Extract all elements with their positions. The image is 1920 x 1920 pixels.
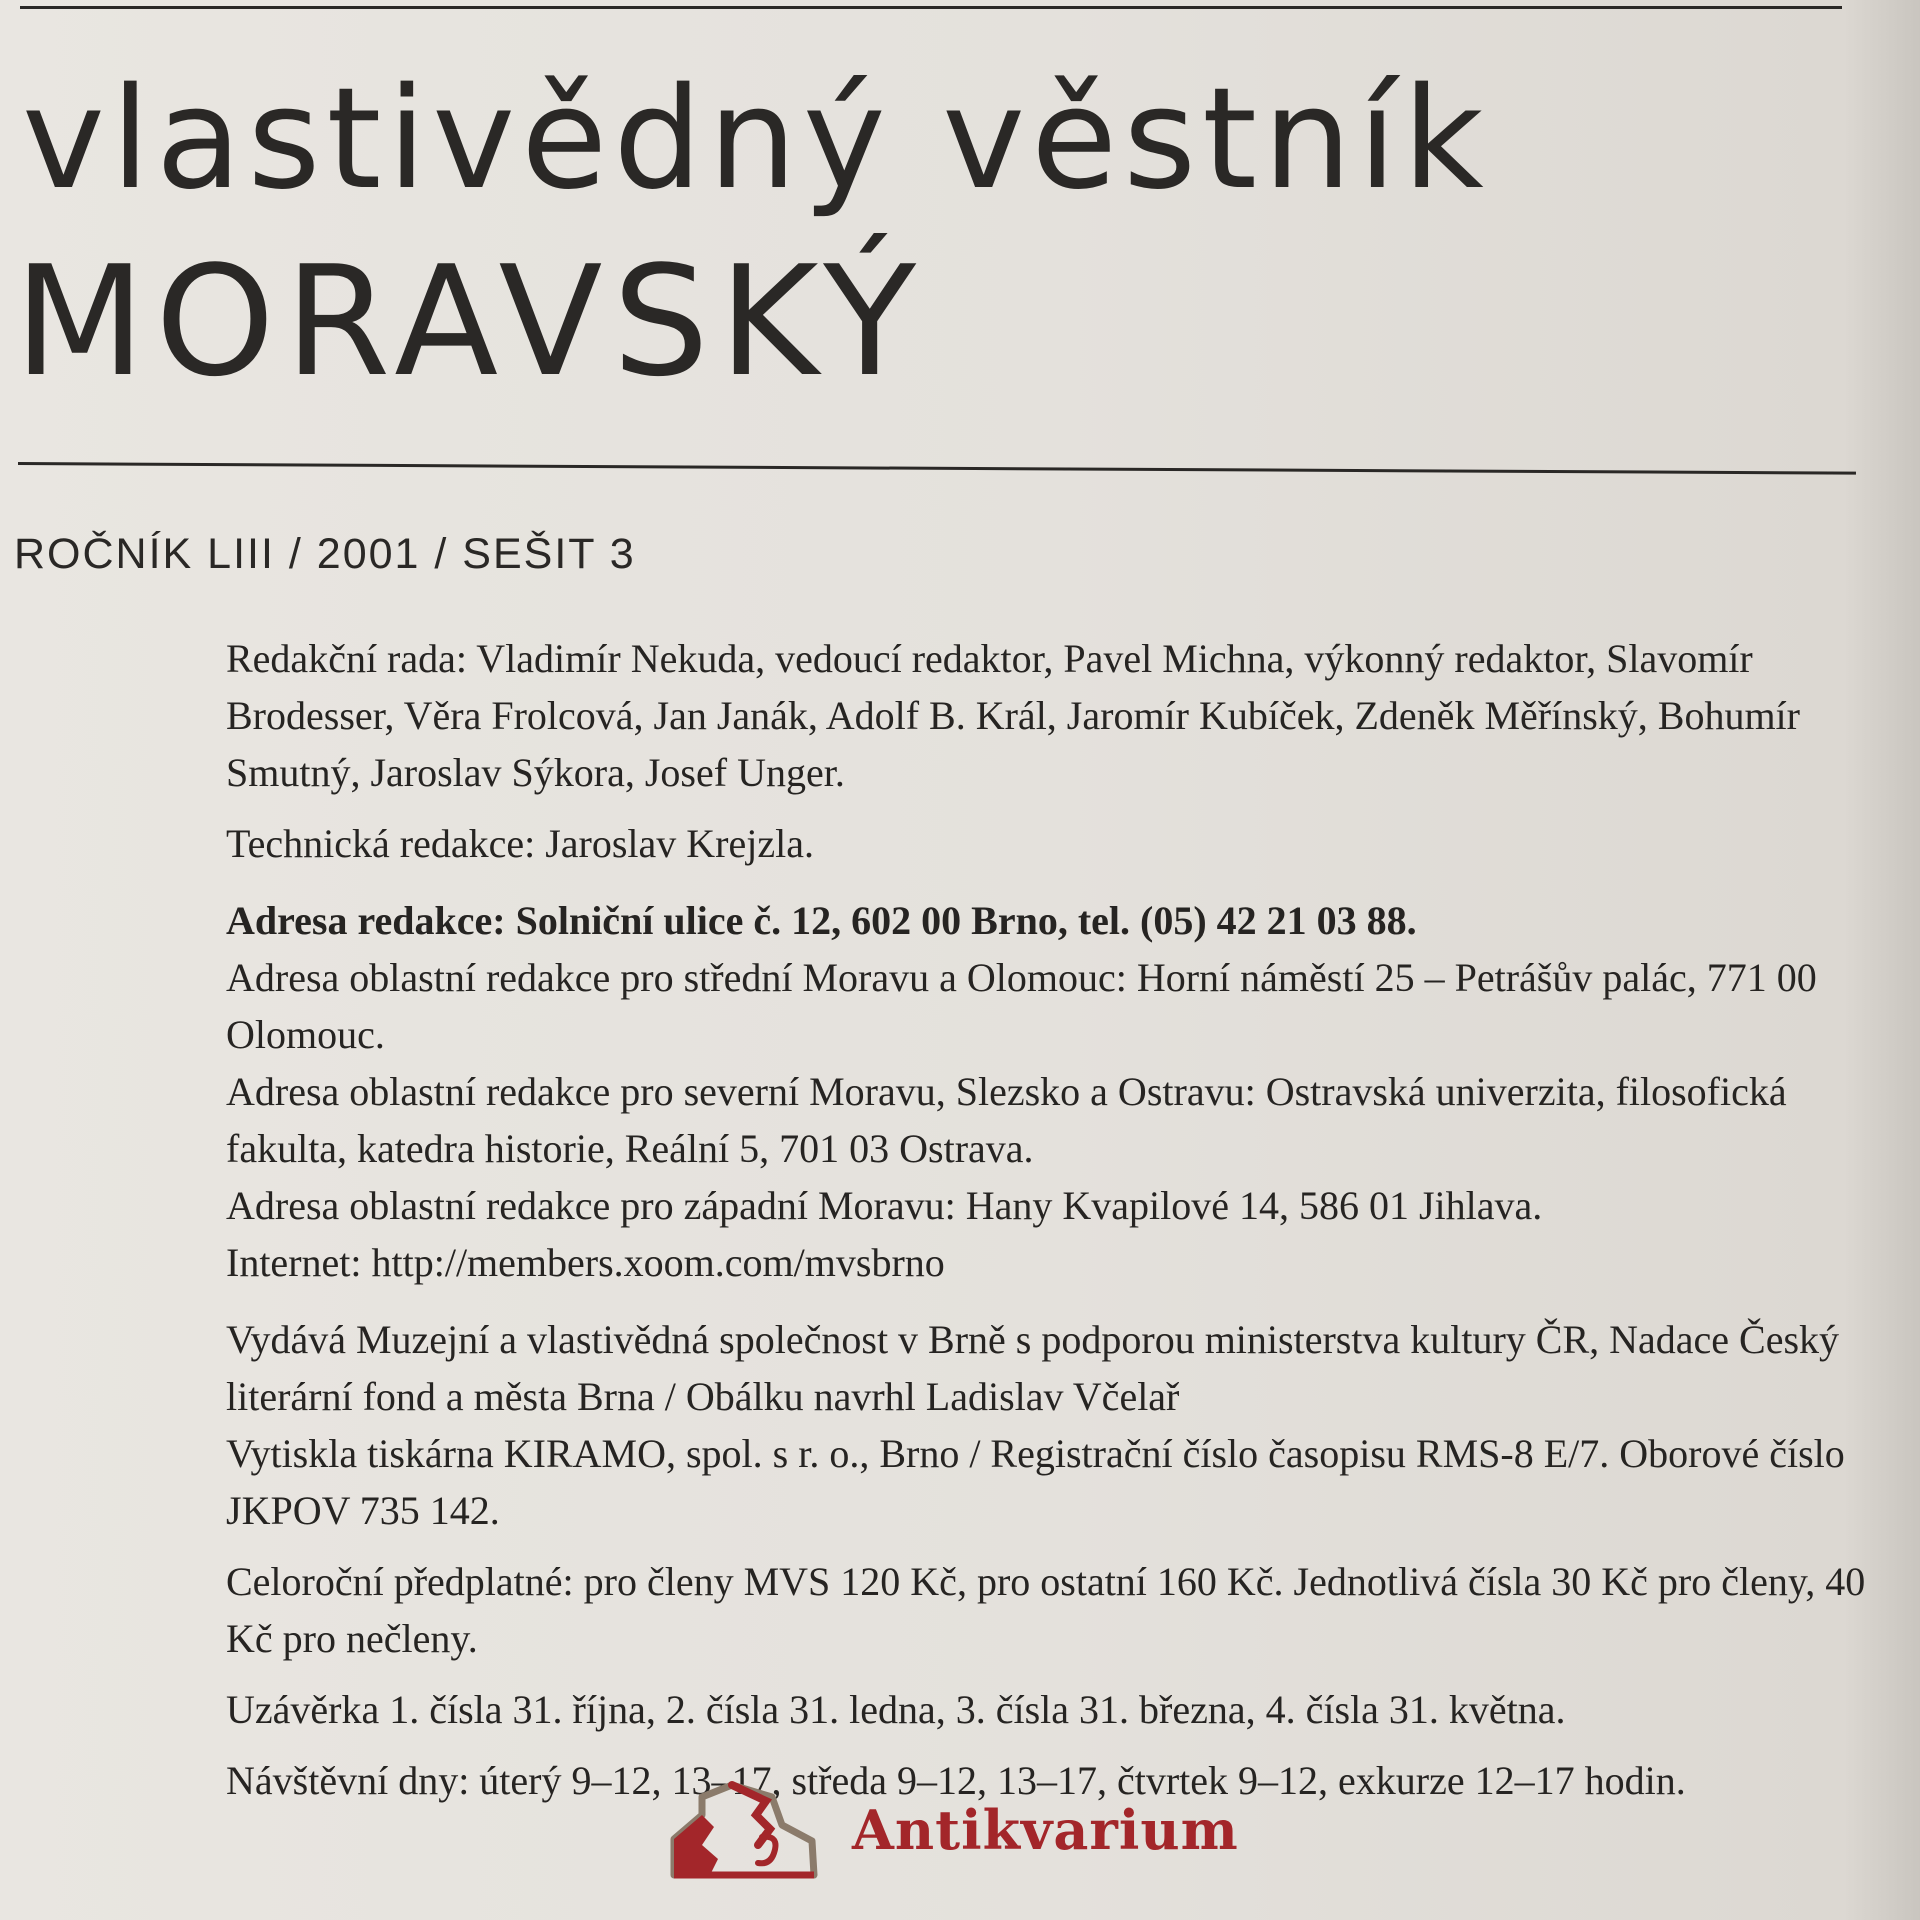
regional-address-jihlava: Adresa oblastní redakce pro západní Moravu: Hany Kvapilové 14, 586 01 Jihlava.	[226, 1183, 1543, 1228]
title-rule	[18, 462, 1856, 475]
issue-info: ROČNÍK LIII / 2001 / SEŠIT 3	[14, 530, 636, 578]
antikvarium-watermark	[662, 1775, 1239, 1885]
printer-info: Vytiskla tiskárna KIRAMO, spol. s r. o., Brno / Registrační číslo časopisu RMS-8 E/7. Oborové číslo JKPOV 735 142.	[226, 1431, 1845, 1533]
subscription-info: Celoroční předplatné: pro členy MVS 120 Kč, pro ostatní 160 Kč. Jednotlivá čísla 30 Kč pro členy, 40 Kč pro nečleny.	[226, 1559, 1866, 1661]
regional-address-ostrava: Adresa oblastní redakce pro severní Moravu, Slezsko a Ostravu: Ostravská univerzita, filosofická fakulta, katedra historie, Reální 5, 701 03 Ostrava.	[226, 1069, 1787, 1171]
deadline-info: Uzávěrka 1. čísla 31. října, 2. čísla 31. ledna, 3. čísla 31. března, 4. čísla 31. května.	[226, 1687, 1566, 1732]
imprint-text	[226, 630, 1886, 1809]
visiting-hours: Návštěvní dny: úterý 9–12, 13–17, středa 9–12, 13–17, čtvrtek 9–12, exkurze 12–17 hodin.	[226, 1758, 1686, 1803]
antikvarium-logo-icon	[662, 1775, 822, 1885]
top-rule	[20, 6, 1842, 9]
publisher-info: Vydává Muzejní a vlastivědná společnost v Brně s podporou ministerstva kultury ČR, Nadace Český literární fond a města Brna / Obálku navrhl Ladislav Včelař	[226, 1317, 1840, 1419]
title-line-2: MORAVSKÝ	[14, 233, 927, 410]
editorial-address: Adresa redakce: Solniční ulice č. 12, 602 00 Brno, tel. (05) 42 21 03 88.	[226, 898, 1417, 943]
antikvarium-logo-text: Antikvarium	[852, 1798, 1239, 1862]
internet-address: Internet: http://members.xoom.com/mvsbrno	[226, 1240, 945, 1285]
title-line-1: vlastivědný věstník	[22, 58, 1490, 221]
editorial-board: Redakční rada: Vladimír Nekuda, vedoucí redaktor, Pavel Michna, výkonný redaktor, Slavomír Brodesser, Věra Frolcová, Jan Janák, Adolf B. Král, Jaromír Kubíček, Zdeněk Měřínský, Bohumír Smutný, Jaroslav Sýkora, Josef Unger.	[226, 636, 1800, 795]
technical-editor: Technická redakce: Jaroslav Krejzla.	[226, 821, 814, 866]
regional-address-olomouc: Adresa oblastní redakce pro střední Moravu a Olomouc: Horní náměstí 25 – Petrášův palác, 771 00 Olomouc.	[226, 955, 1817, 1057]
